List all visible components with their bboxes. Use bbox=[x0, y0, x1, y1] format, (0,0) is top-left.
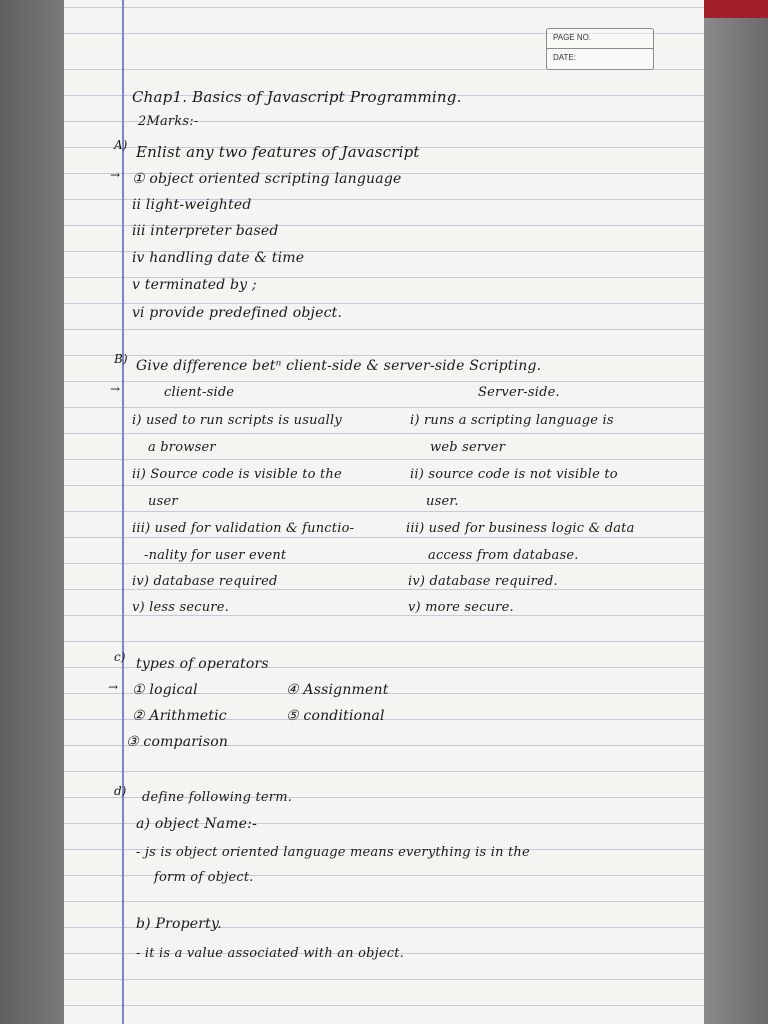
question-c-number: c) bbox=[114, 650, 126, 664]
answer-a-item: ⅱ light-weighted bbox=[132, 197, 252, 213]
operator-item: ② Arithmetic bbox=[132, 708, 227, 724]
server-side-line: access from database. bbox=[428, 548, 579, 563]
marks-label: 2Marks:- bbox=[138, 114, 199, 129]
server-side-line: ii) source code is not visible to bbox=[410, 467, 618, 482]
operator-item: ① logical bbox=[132, 682, 198, 698]
client-side-line: i) used to run scripts is usually bbox=[132, 413, 342, 428]
page-date-box bbox=[546, 28, 654, 70]
operator-item: ⑤ conditional bbox=[286, 708, 385, 724]
question-b-number: B) bbox=[114, 352, 128, 366]
date-label: DATE: bbox=[553, 53, 576, 62]
operator-item: ④ Assignment bbox=[286, 682, 389, 698]
term-a-heading: a) object Name:- bbox=[136, 816, 257, 832]
answer-a-item: ⅴ terminated by ; bbox=[132, 277, 257, 293]
column-head-client: client-side bbox=[164, 385, 235, 400]
question-d-text: define following term. bbox=[142, 790, 293, 805]
background-right bbox=[704, 0, 768, 1024]
client-side-line: iii) used for validation & functio- bbox=[132, 521, 355, 536]
client-side-line: v) less secure. bbox=[132, 600, 229, 615]
page-no-label: PAGE NO. bbox=[553, 33, 592, 42]
client-side-line: ii) Source code is visible to the bbox=[132, 467, 342, 482]
term-b-heading: b) Property. bbox=[136, 916, 222, 932]
question-b-text: Give difference betⁿ client-side & server-side Scripting. bbox=[136, 358, 542, 374]
client-side-line: -nality for user event bbox=[144, 548, 287, 563]
answer-c-arrow: → bbox=[108, 680, 119, 694]
answer-a-item: ⅵ provide predefined object. bbox=[132, 305, 343, 321]
question-c-text: types of operators bbox=[136, 656, 269, 672]
answer-a-item: ⅲ interpreter based bbox=[132, 223, 279, 239]
question-a-text: Enlist any two features of Javascript bbox=[136, 143, 420, 161]
term-b-definition: - it is a value associated with an object. bbox=[136, 946, 404, 961]
operator-item: ③ comparison bbox=[126, 734, 229, 750]
client-side-line: iv) database required bbox=[132, 574, 278, 589]
answer-b-arrow: → bbox=[110, 382, 121, 396]
answer-a-item: ⅳ handling date & time bbox=[132, 250, 305, 266]
question-a-number: A) bbox=[114, 138, 128, 152]
margin-line bbox=[122, 0, 124, 1024]
page-title: Chap1. Basics of Javascript Programming. bbox=[132, 88, 462, 106]
date-box-divider bbox=[547, 48, 653, 49]
answer-a-item: ① object oriented scripting language bbox=[132, 171, 402, 187]
term-a-definition: form of object. bbox=[154, 870, 254, 885]
server-side-line: v) more secure. bbox=[408, 600, 514, 615]
server-side-line: user. bbox=[426, 494, 459, 509]
server-side-line: iii) used for business logic & data bbox=[406, 521, 635, 536]
column-head-server: Server-side. bbox=[478, 385, 560, 400]
server-side-line: iv) database required. bbox=[408, 574, 558, 589]
client-side-line: a browser bbox=[148, 440, 216, 455]
term-a-definition: - js is object oriented language means everything is in the bbox=[136, 845, 530, 860]
server-side-line: web server bbox=[430, 440, 506, 455]
question-d-number: d) bbox=[114, 784, 127, 798]
background-left bbox=[0, 0, 64, 1024]
answer-a-arrow: → bbox=[110, 168, 121, 182]
notebook-page bbox=[64, 0, 704, 1024]
client-side-line: user bbox=[148, 494, 178, 509]
server-side-line: i) runs a scripting language is bbox=[410, 413, 614, 428]
